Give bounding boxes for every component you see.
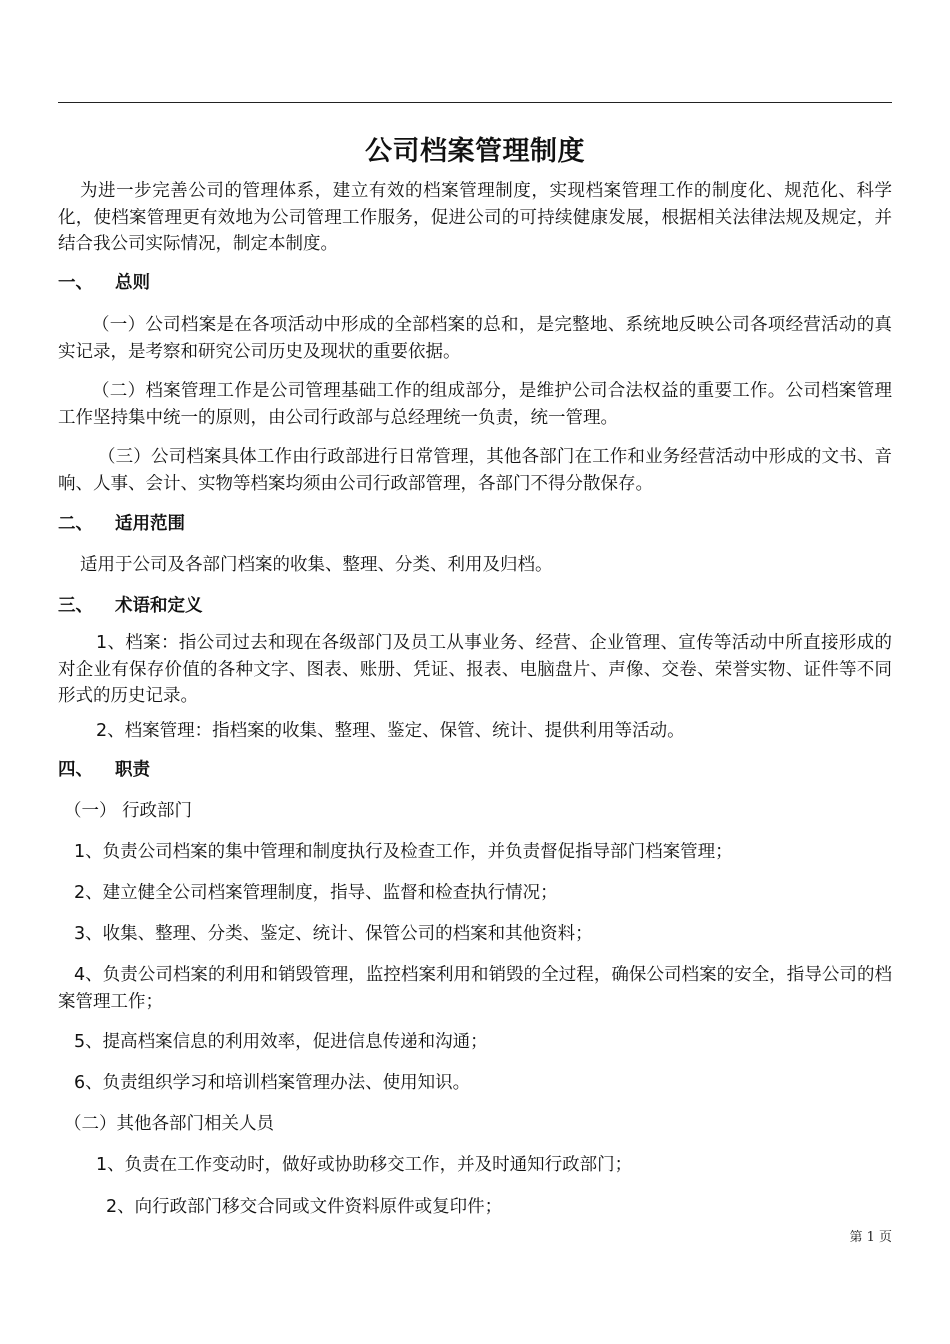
section-3-paragraph-1: 1、档案：指公司过去和现在各级部门及员工从事业务、经营、企业管理、宣传等活动中所直接形成的对企业有保存价值的各种文字、图表、账册、凭证、报表、电脑盘片、声像、交卷、荣誉实物、证件等不同形式的历史记录。 xyxy=(58,633,892,706)
section-2-paragraph-1: 适用于公司及各部门档案的收集、整理、分类、利用及归档。 xyxy=(80,555,553,575)
admin-duty-3: 3、收集、整理、分类、鉴定、统计、保管公司的档案和其他资料； xyxy=(74,924,593,944)
section-1-number: 一、 xyxy=(58,273,93,293)
other-duty-2: 2、向行政部门移交合同或文件资料原件或复印件； xyxy=(106,1197,503,1217)
admin-duty-2: 2、建立健全公司档案管理制度，指导、监督和检查执行情况； xyxy=(74,883,558,903)
section-1-heading xyxy=(58,270,150,296)
section-4-title: 职责 xyxy=(115,760,150,780)
page-number: 第 1 页 xyxy=(849,1230,892,1245)
section-4-heading xyxy=(58,757,150,783)
admin-duty-1: 1、负责公司档案的集中管理和制度执行及检查工作，并负责督促指导部门档案管理； xyxy=(74,842,733,862)
document-title: 公司档案管理制度 xyxy=(365,136,585,167)
section-3-paragraph-2: 2、档案管理：指档案的收集、整理、鉴定、保管、统计、提供利用等活动。 xyxy=(96,721,685,741)
other-duty-1: 1、负责在工作变动时，做好或协助移交工作，并及时通知行政部门； xyxy=(96,1155,633,1175)
subsection-other-heading: （二）其他各部门相关人员 xyxy=(64,1114,274,1134)
section-1-paragraph-2: （二）档案管理工作是公司管理基础工作的组成部分，是维护公司合法权益的重要工作。公司档案管理工作坚持集中统一的原则，由公司行政部与总经理统一负责，统一管理。 xyxy=(58,381,892,428)
section-2-number: 二、 xyxy=(58,514,93,534)
admin-duty-5: 5、提高档案信息的利用效率，促进信息传递和沟通； xyxy=(74,1032,488,1052)
section-1-paragraph-3: （三）公司档案具体工作由行政部进行日常管理，其他各部门在工作和业务经营活动中形成的文书、音响、人事、会计、实物等档案均须由公司行政部管理，各部门不得分散保存。 xyxy=(58,447,892,494)
section-2-title: 适用范围 xyxy=(115,514,185,534)
header-rule xyxy=(58,102,892,103)
intro-paragraph: 为进一步完善公司的管理体系，建立有效的档案管理制度，实现档案管理工作的制度化、规范化、科学化，使档案管理更有效地为公司管理工作服务，促进公司的可持续健康发展，根据相关法律法规及规定，并结合我公司实际情况，制定本制度。 xyxy=(58,181,892,254)
section-3-number: 三、 xyxy=(58,596,93,616)
section-1-title: 总则 xyxy=(115,273,150,293)
subsection-admin-heading: （一） 行政部门 xyxy=(64,801,193,821)
section-3-title: 术语和定义 xyxy=(115,596,203,616)
section-3-heading xyxy=(58,593,203,619)
section-2-heading xyxy=(58,511,185,537)
section-1-paragraph-1: （一）公司档案是在各项活动中形成的全部档案的总和，是完整地、系统地反映公司各项经营活动的真实记录，是考察和研究公司历史及现状的重要依据。 xyxy=(58,315,892,362)
admin-duty-6: 6、负责组织学习和培训档案管理办法、使用知识。 xyxy=(74,1073,471,1093)
admin-duty-4: 4、负责公司档案的利用和销毁管理，监控档案利用和销毁的全过程，确保公司档案的安全，指导公司的档案管理工作； xyxy=(58,965,892,1012)
section-4-number: 四、 xyxy=(58,760,93,780)
